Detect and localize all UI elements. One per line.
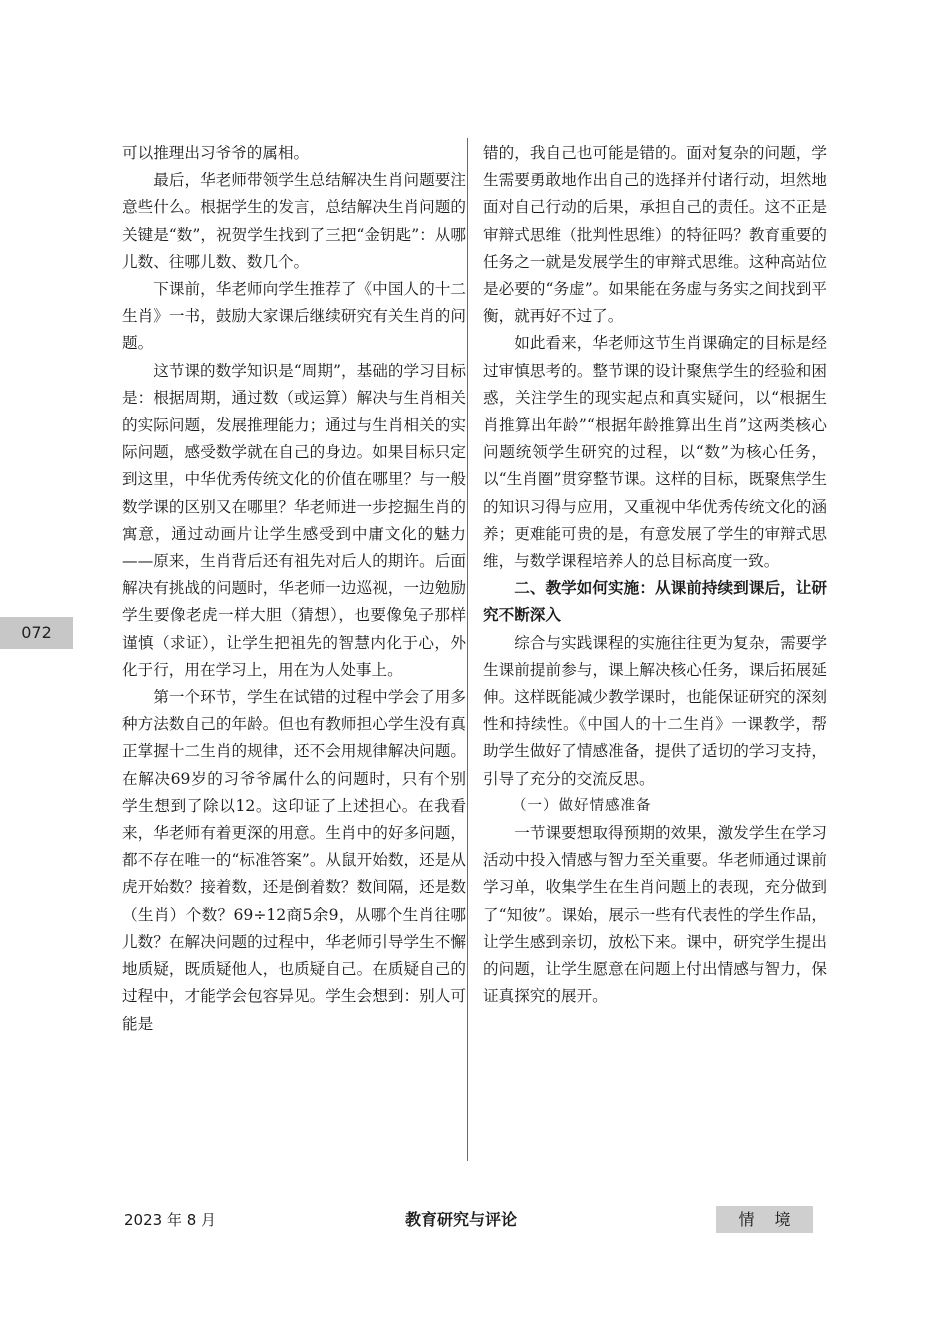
paragraph: 一节课要想取得预期的效果，激发学生在学习活动中投入情感与智力至关重要。华老师通过课前学习单，收集学生在生肖问题上的表现，充分做到了“知彼”。课始，展示一些有代表性的学生作品，让学生感到亲切，放松下来。课中，研究学生提出的问题，让学生愿意在问题上付出情感与智力，保证真探究的展开。 xyxy=(483,824,827,1006)
paragraph: 综合与实践课程的实施往往更为复杂，需要学生课前提前参与，课上解决核心任务，课后拓展延伸。这样既能减少教学课时，也能保证研究的深刻性和持续性。《中国人的十二生肖》一课教学，帮助学生做好了情感准备，提供了适切的学习支持，引导了充分的交流反思。 xyxy=(483,633,827,788)
footer-section-tag: 情境 xyxy=(716,1206,813,1233)
paragraph: 如此看来，华老师这节生肖课确定的目标是经过审慎思考的。整节课的设计聚焦学生的经验和困惑，关注学生的现实起点和真实疑问，以“根据生肖推算出年龄”“根据年龄推算出生肖”这两类核心问题统领学生研究的过程，以“数”为核心任务，以“生肖圈”贯穿整节课。这样的目标，既聚焦学生的知识习得与应用，又重视中华优秀传统文化的涵养；更难能可贵的是，有意发展了学生的审辩式思维，与数学课程培养人的总目标高度一致。 xyxy=(483,334,827,571)
paragraph: 第一个环节，学生在试错的过程中学会了用多种方法数自己的年龄。但也有教师担心学生没有真正掌握十二生肖的规律，还不会用规律解决问题。在解决69岁的习爷爷属什么的问题时，只有个别学生想到了除以12。这印证了上述担心。在我看来，华老师有着更深的用意。生肖中的好多问题，都不存在唯一的“标准答案”。从鼠开始数，还是从虎开始数？接着数，还是倒着数？数间隔，还是数（生肖）个数？69÷12商5余9，从哪个生肖往哪儿数？在解决问题的过程中，华老师引导学生不懈地质疑，既质疑他人，也质疑自己。在质疑自己的过程中，才能学会包容异见。学生会想到：别人可能是 xyxy=(122,688,466,1033)
subsection-heading: （一）做好情感准备 xyxy=(512,797,652,814)
paragraph: 下课前，华老师向学生推荐了《中国人的十二生肖》一书，鼓励大家课后继续研究有关生肖的问题。 xyxy=(122,280,466,353)
paragraph: 最后，华老师带领学生总结解决生肖问题要注意些什么。根据学生的发言，总结解决生肖问题的关键是“数”，祝贺学生找到了三把“金钥匙”：从哪儿数、往哪儿数、数几个。 xyxy=(122,171,466,271)
footer-date: 2023 年 8 月 xyxy=(124,1211,217,1229)
section-heading: 二、教学如何实施：从课前持续到课后，让研究不断深入 xyxy=(483,579,827,625)
left-text-column xyxy=(122,140,466,1038)
right-text-column xyxy=(483,140,827,1011)
column-divider xyxy=(467,138,468,1161)
paragraph: 这节课的数学知识是“周期”，基础的学习目标是：根据周期，通过数（或运算）解决与生肖相关的实际问题，发展推理能力；通过与生肖相关的实际问题，感受数学就在自己的身边。如果目标只定到这里，中华优秀传统文化的价值在哪里？与一般数学课的区别又在哪里？华老师进一步挖掘生肖的寓意，通过动画片让学生感受到中庸文化的魅力——原来，生肖背后还有祖先对后人的期许。后面解决有挑战的问题时，华老师一边巡视，一边勉励学生要像老虎一样大胆（猜想），也要像兔子那样谨慎（求证），让学生把祖先的智慧内化于心，外化于行，用在学习上，用在为人处事上。 xyxy=(122,361,466,679)
footer-journal-title: 教育研究与评论 xyxy=(405,1210,518,1229)
paragraph: 可以推理出习爷爷的属相。 xyxy=(122,144,310,162)
paragraph: 错的，我自己也可能是错的。面对复杂的问题，学生需要勇敢地作出自己的选择并付诸行动，坦然地面对自己行动的后果，承担自己的责任。这不正是审辩式思维（批判性思维）的特征吗？教育重要的任务之一就是发展学生的审辩式思维。这种高站位是必要的“务虚”。如果能在务虚与务实之间找到平衡，就再好不过了。 xyxy=(483,144,827,326)
page-number-tab: 072 xyxy=(0,617,73,649)
